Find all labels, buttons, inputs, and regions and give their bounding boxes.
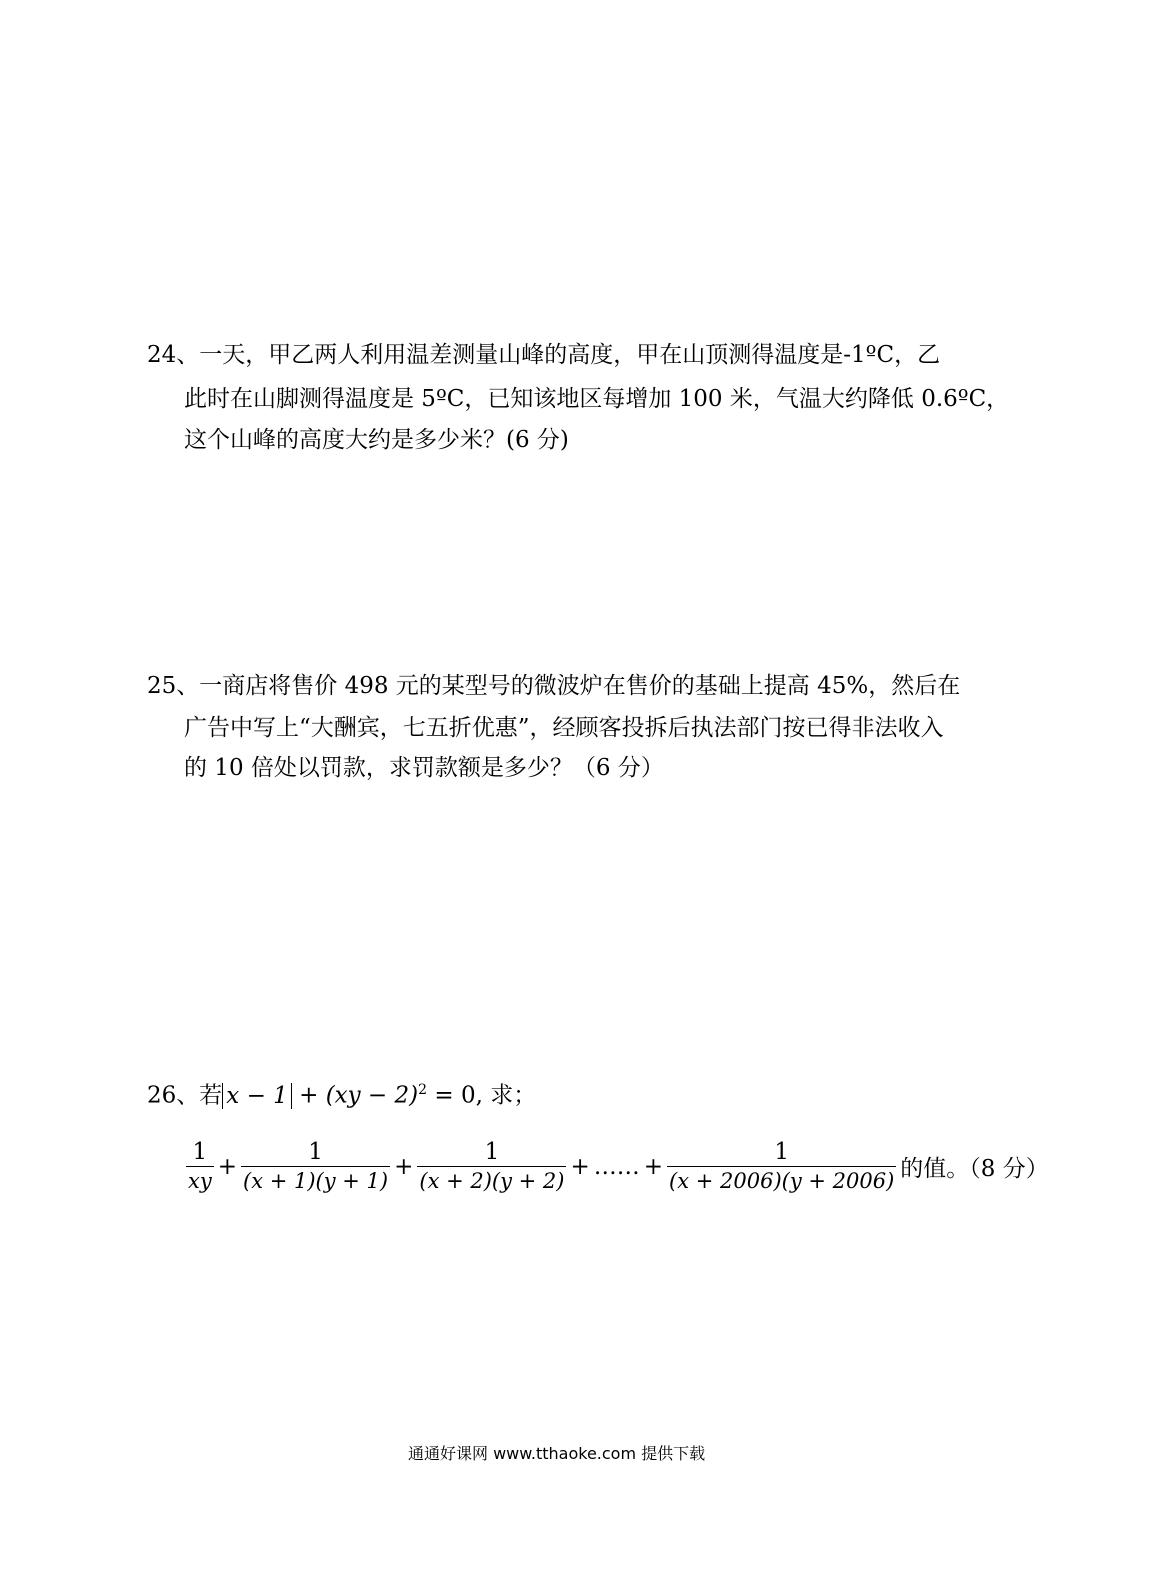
q26-ellipsis: …… <box>593 1153 640 1180</box>
q26-term-3 <box>667 1138 896 1195</box>
fraction-numerator: 1 <box>308 1139 323 1165</box>
q26-square-expression: (xy − 2) <box>325 1082 419 1109</box>
q26-sum-formula <box>184 1138 1051 1195</box>
q26-abs-expression: x − 1 <box>222 1083 292 1109</box>
fraction-denominator: (x + 2006)(y + 2006) <box>669 1169 895 1193</box>
q26-term-2 <box>417 1138 566 1195</box>
q24-line-3: 这个山峰的高度大约是多少米？(6 分) <box>184 427 569 453</box>
plus-sign: + <box>394 1153 414 1180</box>
plus-sign: + <box>217 1153 237 1180</box>
q26-term-1 <box>241 1138 390 1195</box>
plus-sign: + <box>570 1153 590 1180</box>
page-footer: 通通好课网 www.tthaoke.com 提供下载 <box>408 1444 706 1463</box>
q25-line-1: 25、一商店将售价 498 元的某型号的微波炉在售价的基础上提高 45%，然后在 <box>147 673 961 699</box>
q24-line-2: 此时在山脚测得温度是 5ºC，已知该地区每增加 100 米，气温大约降低 0.6ºC， <box>184 386 1010 412</box>
q26-prefix: 26、若 <box>147 1082 223 1109</box>
q26-tail: = 0, 求； <box>427 1082 537 1109</box>
q26-plus: + <box>299 1082 319 1109</box>
q26-suffix: 的值。（8 分） <box>900 1156 1049 1182</box>
fraction-denominator: (x + 1)(y + 1) <box>243 1169 389 1193</box>
q26-term-0 <box>186 1138 214 1195</box>
q24-line-1: 24、一天，甲乙两人利用温差测量山峰的高度，甲在山顶测得温度是-1ºC，乙 <box>147 342 941 368</box>
q25-line-2: 广告中写上“大酬宾，七五折优惠”，经顾客投拆后执法部门按已得非法收入 <box>184 715 944 741</box>
q26-condition <box>147 1075 536 1111</box>
fraction-denominator: xy <box>188 1169 212 1193</box>
fraction-numerator: 1 <box>484 1139 500 1165</box>
fraction-denominator: (x + 2)(y + 2) <box>419 1169 565 1193</box>
q26-exponent: 2 <box>418 1082 428 1098</box>
q25-line-3: 的 10 倍处以罚款，求罚款额是多少？（6 分） <box>184 755 664 781</box>
plus-sign: + <box>643 1153 664 1180</box>
fraction-numerator: 1 <box>192 1139 208 1165</box>
fraction-numerator: 1 <box>774 1139 789 1165</box>
